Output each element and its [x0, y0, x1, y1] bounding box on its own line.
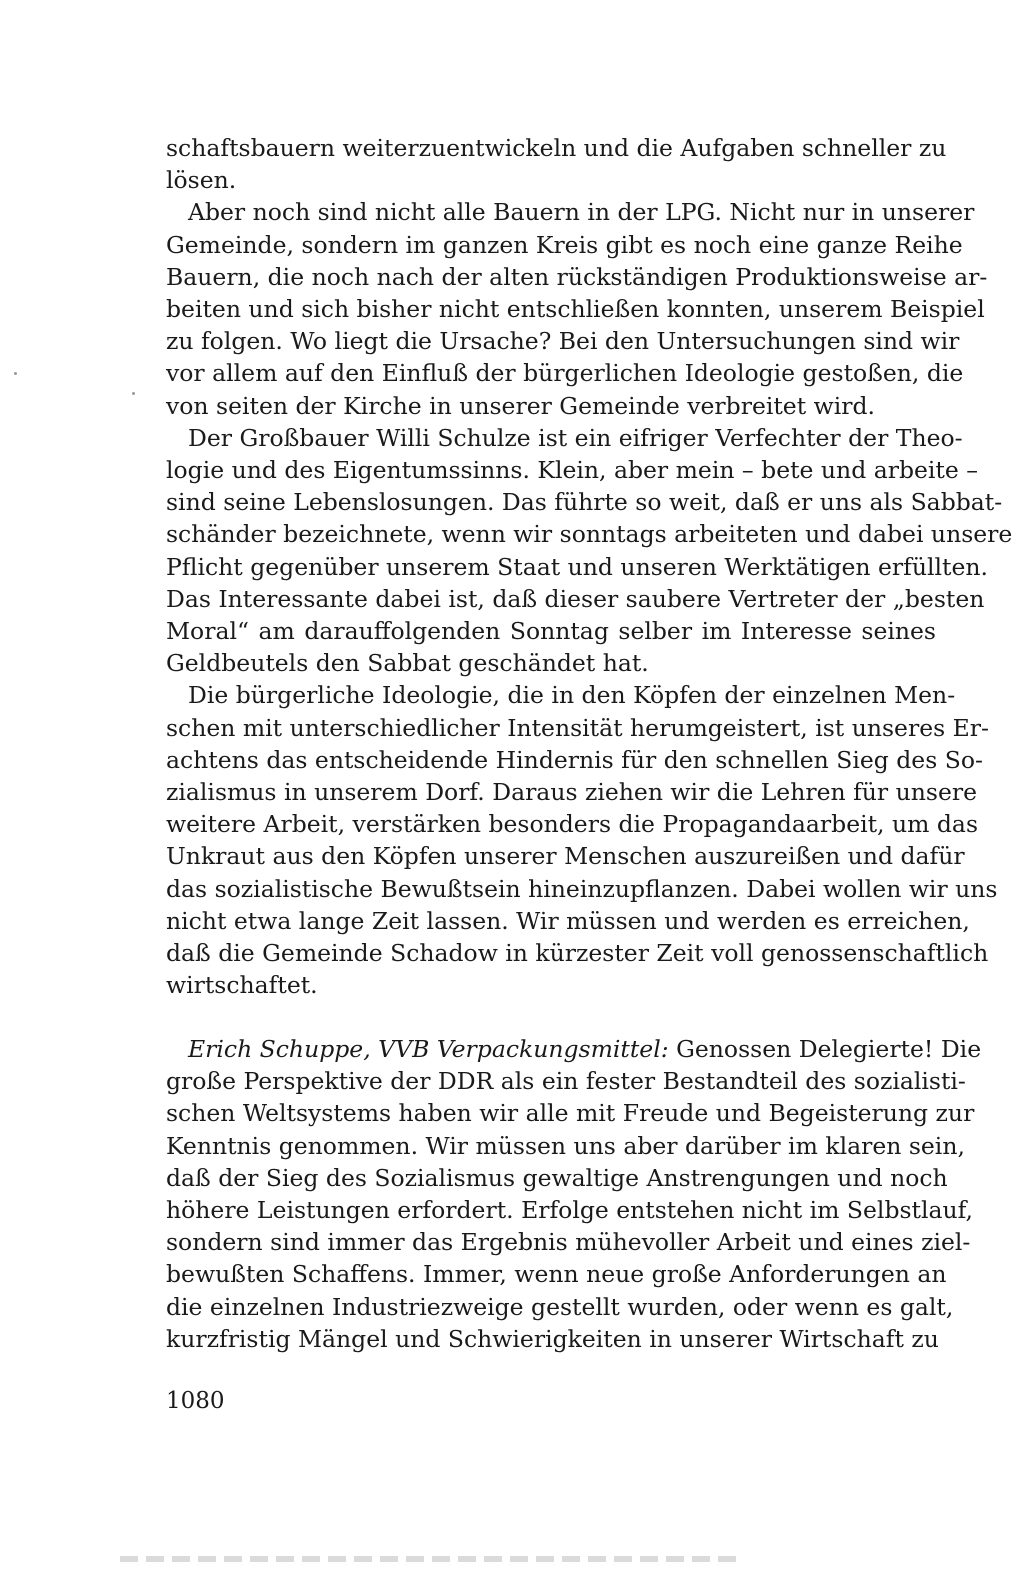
text-line: Pflicht gegenüber unserem Staat und unseren Werktätigen erfüllten. [166, 552, 988, 581]
text-line: wirtschaftet. [166, 971, 318, 1000]
paragraph [166, 196, 988, 421]
text-line: sind seine Lebenslosungen. Das führte so weit, daß er uns als Sabbat- [166, 488, 1003, 517]
text-line: die einzelnen Industriezweige gestellt wurden, oder wenn es galt, [166, 1292, 954, 1321]
text-line: lösen. [166, 166, 237, 195]
text-line: achtens das entscheidende Hindernis für den schnellen Sieg des So- [166, 745, 983, 774]
text-line: daß die Gemeinde Schadow in kürzester Zeit voll genossenschaftlich [166, 939, 989, 968]
paragraph-continuation [166, 132, 947, 196]
text-line: daß der Sieg des Sozialismus gewaltige Anstrengungen und noch [166, 1163, 948, 1192]
paragraph [166, 422, 1013, 680]
text-line: schänder bezeichnete, wenn wir sonntags arbeiteten und dabei unsere [166, 520, 1013, 549]
text-line: Moral“ am darauffolgenden Sonntag selber im Interesse seines [166, 617, 936, 646]
text-line: von seiten der Kirche in unserer Gemeinde verbreitet wird. [166, 391, 876, 420]
speech-first-line [166, 1033, 982, 1065]
text-line: weitere Arbeit, verstärken besonders die Propagandaarbeit, um das [166, 810, 979, 839]
speech-block [166, 1033, 982, 1355]
text-line: nicht etwa lange Zeit lassen. Wir müssen und werden es erreichen, [166, 906, 970, 935]
text-line: Das Interessante dabei ist, daß dieser saubere Vertreter der „besten [166, 584, 985, 613]
scan-edge-artifact [120, 1556, 740, 1562]
text-line: Aber noch sind nicht alle Bauern in der LPG. Nicht nur in unserer [188, 198, 975, 227]
text-line: Der Großbauer Willi Schulze ist ein eifriger Verfechter der Theo- [188, 423, 963, 452]
text-line: schaftsbauern weiterzuentwickeln und die Aufgaben schneller zu [166, 134, 947, 162]
text-line: logie und des Eigentumssinns. Klein, aber mein – bete und arbeite – [166, 456, 978, 485]
text-line: zialismus in unserem Dorf. Daraus ziehen wir die Lehren für unsere [166, 778, 978, 807]
text-line: sondern sind immer das Ergebnis mühevoller Arbeit und eines ziel- [166, 1228, 971, 1257]
text-line: das sozialistische Bewußtsein hineinzupflanzen. Dabei wollen wir uns [166, 874, 998, 903]
text-line: Geldbeutels den Sabbat geschändet hat. [166, 649, 649, 678]
text-line: schen mit unterschiedlicher Intensität herumgeistert, ist unseres Er- [166, 713, 989, 742]
text-line: zu folgen. Wo liegt die Ursache? Bei den Untersuchungen sind wir [166, 327, 960, 356]
text-line: bewußten Schaffens. Immer, wenn neue große Anforderungen an [166, 1260, 947, 1289]
text-line: vor allem auf den Einfluß der bürgerlichen Ideologie gestoßen, die [166, 359, 964, 388]
page-number: 1080 [166, 1388, 225, 1414]
text-line: Bauern, die noch nach der alten rückständigen Produktionsweise ar- [166, 262, 988, 291]
text-line: Die bürgerliche Ideologie, die in den Köpfen der einzelnen Men- [188, 681, 956, 710]
text-line: Kenntnis genommen. Wir müssen uns aber darüber im klaren sein, [166, 1131, 965, 1160]
main-text-block [166, 132, 1013, 1001]
scan-speck [132, 392, 135, 395]
speaker-name: Erich Schuppe, VVB Verpackungsmittel: [188, 1035, 669, 1063]
scan-speck [14, 372, 17, 375]
text-line: beiten und sich bisher nicht entschließen konnten, unserem Beispiel [166, 295, 985, 324]
text-line: große Perspektive der DDR als ein fester Bestandteil des sozialisti- [166, 1067, 966, 1096]
text-line: schen Weltsystems haben wir alle mit Freude und Begeisterung zur [166, 1099, 975, 1128]
speech-opening: Genossen Delegierte! Die [668, 1035, 982, 1063]
paragraph [166, 679, 998, 1001]
text-line: Unkraut aus den Köpfen unserer Menschen auszureißen und dafür [166, 842, 965, 871]
text-line: Gemeinde, sondern im ganzen Kreis gibt es noch eine ganze Reihe [166, 230, 963, 259]
text-line: kurzfristig Mängel und Schwierigkeiten in unserer Wirtschaft zu [166, 1324, 939, 1353]
text-line: höhere Leistungen erfordert. Erfolge entstehen nicht im Selbstlauf, [166, 1196, 973, 1225]
